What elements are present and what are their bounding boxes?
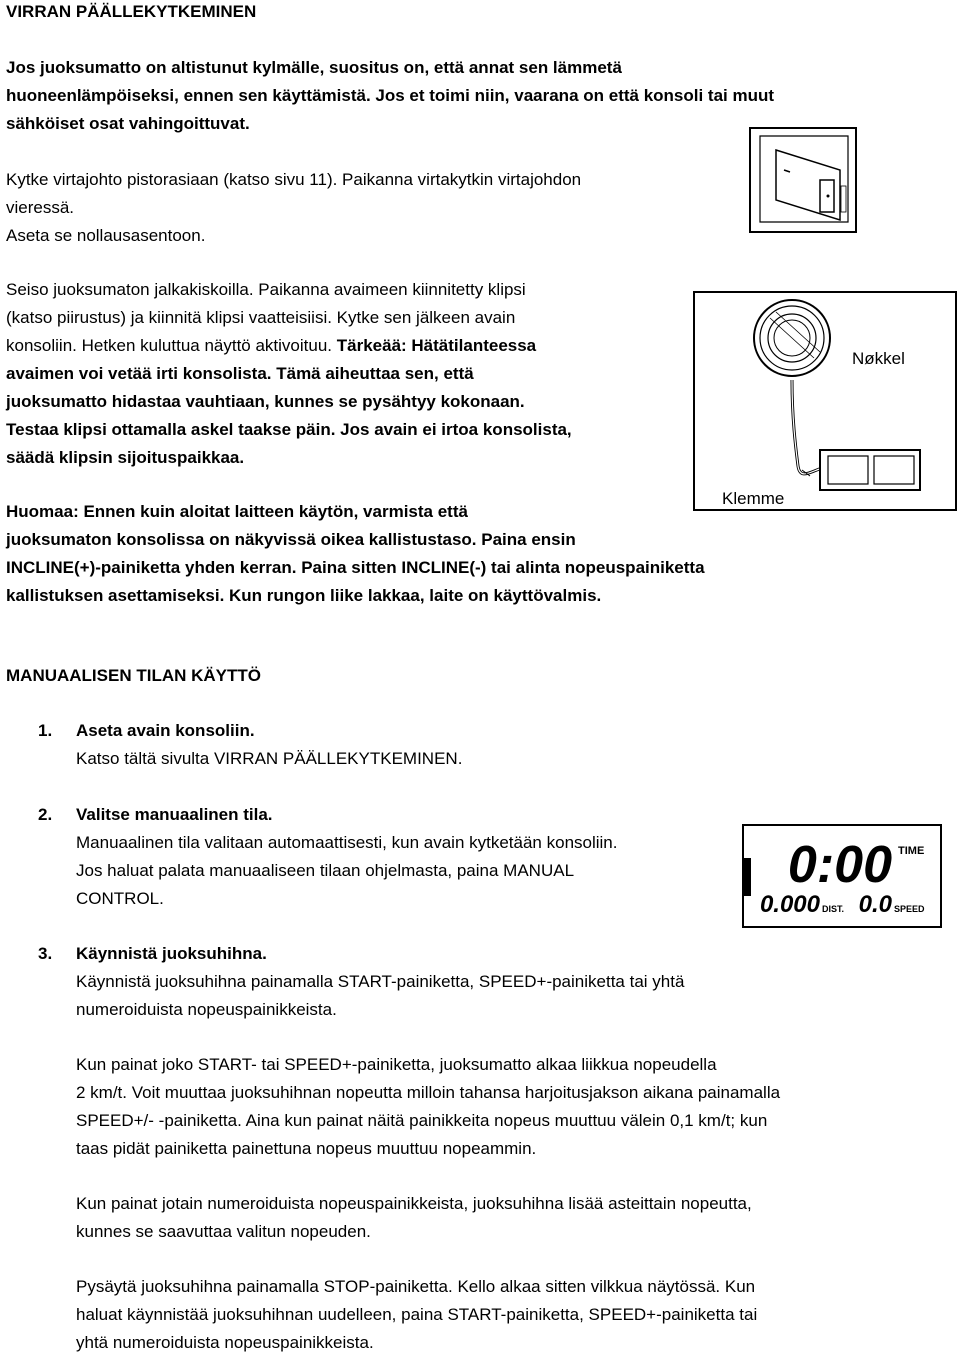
- console-display-illustration: [742, 824, 942, 928]
- step-text-line: Jos haluat palata manuaaliseen tilaan ohjelmasta, paina MANUAL: [76, 861, 575, 880]
- warning-line: sähköiset osat vahingoittuvat.: [6, 114, 250, 133]
- stop-paragraph-line: Pysäytä juoksuhihna painamalla STOP-painiketta. Kello alkaa sitten vilkkua näytössä. Kun: [76, 1277, 756, 1296]
- distance-value: 0.000: [759, 891, 820, 918]
- step-title: Valitse manuaalinen tila.: [76, 805, 273, 824]
- warning-line: huoneenlämpöiseksi, ennen sen käyttämistä. Jos et toimi niin, vaarana on että konsoli tai muut: [6, 86, 775, 105]
- step-text-line: Käynnistä juoksuhihna painamalla START-painiketta, SPEED+-painiketta tai yhtä: [76, 972, 685, 991]
- key-label: Nøkkel: [852, 349, 905, 368]
- warning-line: Jos juoksumatto on altistunut kylmälle, suositus on, että annat sen lämmetä: [6, 58, 622, 77]
- speed-paragraph-line: Kun painat joko START- tai SPEED+-painiketta, juoksumatto alkaa liikkua nopeudella: [76, 1055, 717, 1074]
- plug-instruction-line: Aseta se nollausasentoon.: [6, 226, 206, 245]
- step-number: 2.: [38, 805, 53, 824]
- step-text-line: numeroiduista nopeuspainikkeista.: [76, 1000, 337, 1019]
- speed-paragraph-line: taas pidät painiketta painettuna nopeus muuttuu nopeammin.: [76, 1139, 537, 1158]
- speed-paragraph-line: 2 km/t. Voit muuttaa juoksuhihnan nopeutta milloin tahansa harjoitusjakson aikana painamalla: [76, 1083, 781, 1102]
- distance-label: DIST.: [822, 904, 845, 914]
- clip-important-line: avaimen voi vetää irti konsolista. Tämä aiheuttaa sen, että: [6, 364, 474, 383]
- step-number: 3.: [38, 944, 53, 963]
- speed-paragraph-line: SPEED+/- -painiketta. Aina kun painat näitä painikkeita nopeus muuttuu välein 0,1 km/t; kun: [76, 1111, 768, 1130]
- power-switch-illustration: [748, 126, 858, 234]
- section-heading-power: VIRRAN PÄÄLLEKYTKEMINEN: [6, 2, 257, 21]
- step-title: Käynnistä juoksuhihna.: [76, 944, 267, 963]
- note-line: kallistuksen asettamiseksi. Kun rungon liike lakkaa, laite on käyttövalmis.: [6, 586, 602, 605]
- plug-instruction-line: vieressä.: [6, 198, 75, 217]
- clip-label: Klemme: [722, 489, 785, 508]
- number-button-paragraph-line: kunnes se saavuttaa valitun nopeuden.: [76, 1222, 371, 1241]
- number-button-paragraph-line: Kun painat jotain numeroiduista nopeuspainikkeista, juoksuhihna lisää asteittain nopeutta,: [76, 1194, 752, 1213]
- step-text-line: CONTROL.: [76, 889, 164, 908]
- clip-important-line: juoksumatto hidastaa vauhtiaan, kunnes se pysähtyy kokonaan.: [6, 392, 525, 411]
- clip-important-start: Tärkeää: Hätätilanteessa: [336, 336, 537, 355]
- clip-important-line: säädä klipsin sijoituspaikkaa.: [6, 448, 245, 467]
- plug-instruction-line: Kytke virtajohto pistorasiaan (katso sivu 11). Paikanna virtakytkin virtajohdon: [6, 170, 582, 189]
- step-text-line: Manuaalinen tila valitaan automaattisesti, kun avain kytketään konsoliin.: [76, 833, 618, 852]
- section-heading-manual: MANUAALISEN TILAN KÄYTTÖ: [6, 666, 261, 685]
- note-line: Huomaa: Ennen kuin aloitat laitteen käytön, varmista että: [6, 502, 468, 521]
- step-title: Aseta avain konsoliin.: [76, 721, 255, 740]
- speed-value: 0.0: [858, 891, 892, 918]
- clip-instruction-line: [6, 332, 536, 360]
- stop-paragraph-line: yhtä numeroiduista nopeuspainikkeista.: [76, 1333, 374, 1352]
- step-text-line: Katso tältä sivulta VIRRAN PÄÄLLEKYTKEMINEN.: [76, 749, 463, 768]
- stop-paragraph-line: haluat käynnistää juoksuhihnan uudelleen, paina START-painiketta, SPEED+-painiketta tai: [76, 1305, 758, 1324]
- step-number: 1.: [38, 721, 53, 740]
- note-line: INCLINE(+)-painiketta yhden kerran. Paina sitten INCLINE(-) tai alinta nopeuspainiketta: [6, 558, 705, 577]
- time-value: 0:00: [787, 836, 892, 894]
- clip-instruction-line: (katso piirustus) ja kiinnitä klipsi vaatteisiisi. Kytke sen jälkeen avain: [6, 308, 516, 327]
- safety-key-illustration: [692, 290, 960, 538]
- clip-instruction-line: Seiso juoksumaton jalkakiskoilla. Paikanna avaimeen kiinnitetty klipsi: [6, 280, 526, 299]
- speed-label: SPEED: [894, 904, 925, 914]
- clip-instruction-text: konsoliin. Hetken kuluttua näyttö aktivoituu.: [6, 336, 337, 355]
- clip-important-line: Testaa klipsi ottamalla askel taakse päin. Jos avain ei irtoa konsolista,: [6, 420, 572, 439]
- note-line: juoksumaton konsolissa on näkyvissä oikea kallistustaso. Paina ensin: [6, 530, 576, 549]
- time-label: TIME: [898, 845, 925, 857]
